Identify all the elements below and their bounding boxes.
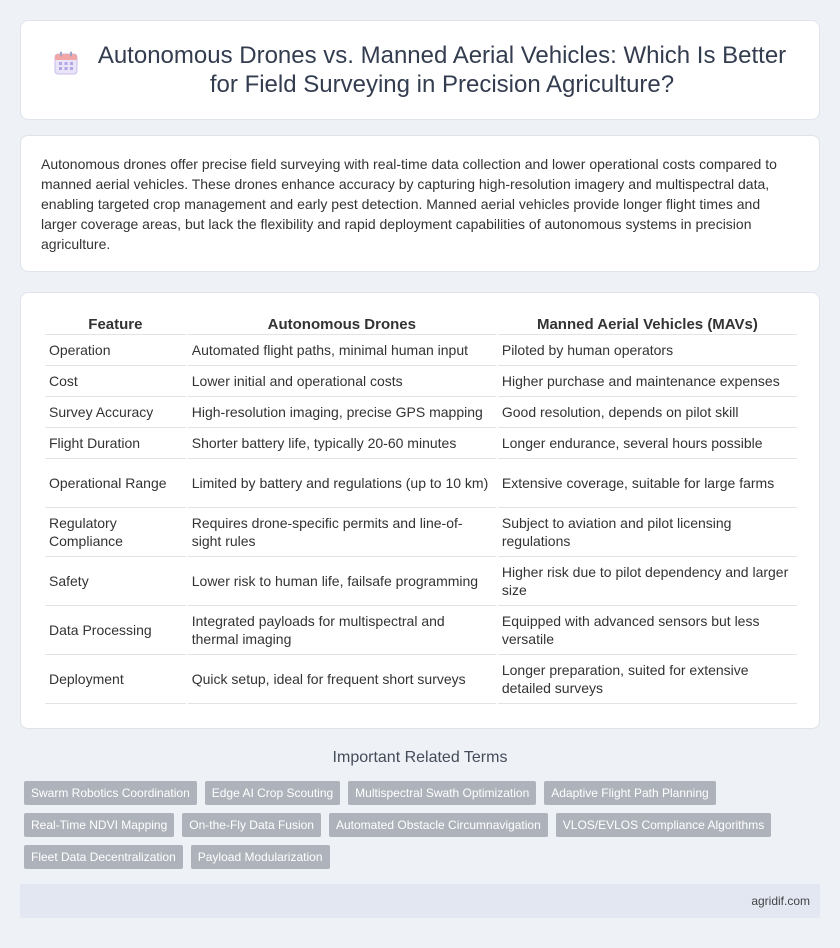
table-cell: Automated flight paths, minimal human input <box>188 335 496 366</box>
intro-paragraph: Autonomous drones offer precise field surveying with real-time data collection and lower operational costs compared to manned aerial vehicles. These drones enhance accuracy by capturing high-resolution imagery and multispectral data, enabling targeted crop management and early pest detection. Manned aerial vehicles provide longer flight times and larger coverage areas, but lack the flexibility and rapid deployment capabilities of autonomous systems in precision agriculture. <box>41 156 777 252</box>
table-cell: Deployment <box>45 655 186 704</box>
tag-on-the-fly-data-fusion[interactable]: On-the-Fly Data Fusion <box>182 813 321 837</box>
table-row <box>45 335 797 366</box>
tag-edge-ai-crop-scouting[interactable]: Edge AI Crop Scouting <box>205 781 340 805</box>
tag-row <box>24 781 824 805</box>
page-title <box>98 41 786 99</box>
tag-row <box>24 813 824 837</box>
table-cell: Survey Accuracy <box>45 397 186 428</box>
table-row <box>45 459 797 508</box>
table-cell: Cost <box>45 366 186 397</box>
footer-bar <box>20 884 820 918</box>
table-cell: Lower initial and operational costs <box>188 366 496 397</box>
table-cell: Shorter battery life, typically 20-60 minutes <box>188 428 496 459</box>
related-terms-heading: Important Related Terms <box>332 749 508 766</box>
table-cell: Integrated payloads for multispectral and thermal imaging <box>188 606 496 655</box>
table-row <box>45 428 797 459</box>
tag-automated-obstacle-circumnavigation[interactable]: Automated Obstacle Circumnavigation <box>329 813 548 837</box>
header-feature: Feature <box>45 311 186 335</box>
table-cell: Data Processing <box>45 606 186 655</box>
table-row <box>45 366 797 397</box>
table-cell: Longer endurance, several hours possible <box>498 428 797 459</box>
table-cell: Requires drone-specific permits and line-of-sight rules <box>188 508 496 557</box>
title-line-1: Autonomous Drones vs. Manned Aerial Vehicles: Which Is Better <box>97 42 787 69</box>
table-row <box>45 508 797 557</box>
table-cell: Piloted by human operators <box>498 335 797 366</box>
table-header-row <box>45 311 797 335</box>
table-cell: Higher purchase and maintenance expenses <box>498 366 797 397</box>
table-row <box>45 557 797 606</box>
table-cell: Operation <box>45 335 186 366</box>
table-cell: Safety <box>45 557 186 606</box>
tag-swarm-robotics-coordination[interactable]: Swarm Robotics Coordination <box>24 781 197 805</box>
table-cell: Good resolution, depends on pilot skill <box>498 397 797 428</box>
table-cell: Regulatory Compliance <box>45 508 186 557</box>
title-line-2: for Field Surveying in Precision Agriculture? <box>209 71 675 98</box>
tag-row <box>24 845 824 869</box>
comparison-table <box>43 311 799 704</box>
table-cell: Subject to aviation and pilot licensing regulations <box>498 508 797 557</box>
table-cell: Longer preparation, suited for extensive detailed surveys <box>498 655 797 704</box>
footer-site-link[interactable]: agridif.com <box>751 894 810 908</box>
table-cell: Quick setup, ideal for frequent short surveys <box>188 655 496 704</box>
tag-vlos-evlos-compliance-algorithms[interactable]: VLOS/EVLOS Compliance Algorithms <box>556 813 771 837</box>
tag-payload-modularization[interactable]: Payload Modularization <box>191 845 330 869</box>
table-row <box>45 655 797 704</box>
intro-card <box>20 135 820 272</box>
table-cell: Flight Duration <box>45 428 186 459</box>
calendar-icon <box>54 51 78 75</box>
table-cell: Lower risk to human life, failsafe programming <box>188 557 496 606</box>
table-cell: Equipped with advanced sensors but less versatile <box>498 606 797 655</box>
header-manned-aerial-vehicles: Manned Aerial Vehicles (MAVs) <box>498 311 797 335</box>
header-card <box>20 20 820 120</box>
tag-multispectral-swath-optimization[interactable]: Multispectral Swath Optimization <box>348 781 536 805</box>
related-terms-tags <box>24 781 824 877</box>
table-row <box>45 606 797 655</box>
table-cell: Operational Range <box>45 459 186 508</box>
tag-adaptive-flight-path-planning[interactable]: Adaptive Flight Path Planning <box>544 781 715 805</box>
table-cell: Limited by battery and regulations (up to 10 km) <box>188 459 496 508</box>
tag-fleet-data-decentralization[interactable]: Fleet Data Decentralization <box>24 845 183 869</box>
tag-real-time-ndvi-mapping[interactable]: Real-Time NDVI Mapping <box>24 813 174 837</box>
header-autonomous-drones: Autonomous Drones <box>188 311 496 335</box>
table-cell: High-resolution imaging, precise GPS mapping <box>188 397 496 428</box>
comparison-table-card <box>20 292 820 729</box>
table-cell: Higher risk due to pilot dependency and larger size <box>498 557 797 606</box>
table-cell: Extensive coverage, suitable for large farms <box>498 459 797 508</box>
table-row <box>45 397 797 428</box>
